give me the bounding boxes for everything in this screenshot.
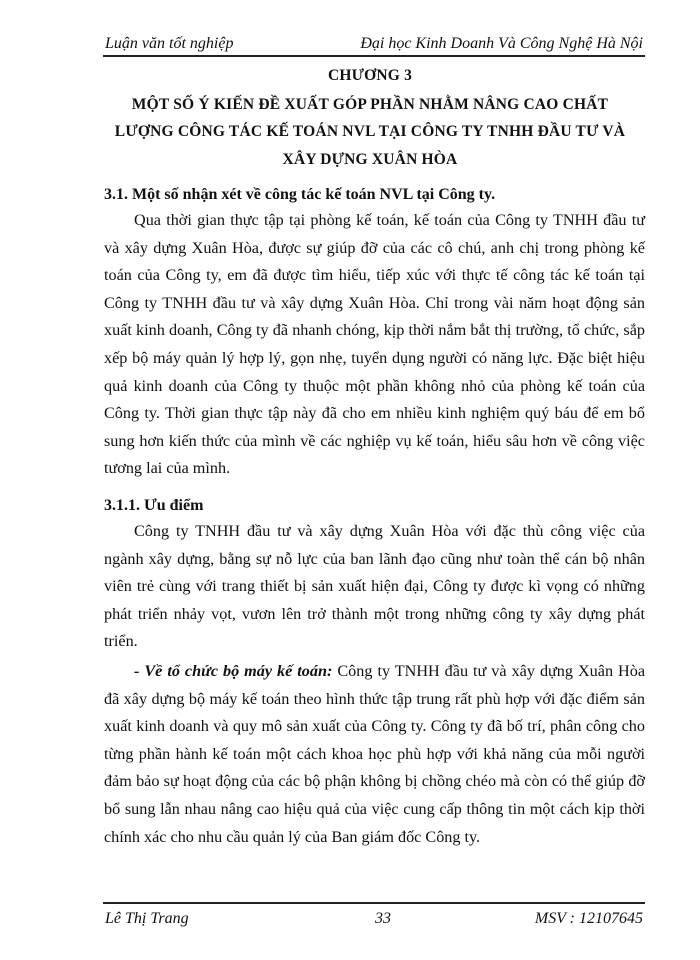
section-3-1-1-heading: 3.1.1. Ưu điểm <box>104 497 204 514</box>
header-left-text: Luận văn tốt nghiệp <box>105 35 234 52</box>
advantages-paragraph: Công ty TNHH đầu tư và xây dựng Xuân Hòa với đặc thù công việc của ngành xây dựng, bằng sự nỗ lực của ban lãnh đạo cũng như toàn thể cán bộ nhân viên trẻ cùng với trang thiết bị sản xuất hiện đại, Công ty được kì vọng có những phát triển nhảy vọt, vươn lên trở thành một trong những công ty xây dựng phát triển. <box>104 522 645 651</box>
accounting-organization-lead: - Về tổ chức bộ máy kế toán: <box>134 662 333 680</box>
page-footer <box>103 902 645 934</box>
footer-student-id: MSV : 12107645 <box>534 910 643 927</box>
chapter-number: CHƯƠNG 3 <box>327 67 413 84</box>
footer-page-number: 33 <box>375 910 391 927</box>
accounting-organization-body: Công ty TNHH đầu tư và xây dựng Xuân Hòa đã xây dựng bộ máy kế toán theo hình thức tập trung rất phù hợp với đặc điểm sản xuất kinh doanh và quy mô sản xuất của Công ty. Công ty đã bố trí, phân công cho từng phần hành kế toán một cách khoa học phù hợp với khả năng của mỗi người đảm bảo sự hoạt động của các bộ phận không bị chồng chéo mà còn có thể giúp đỡ bổ sung lẫn nhau nâng cao hiệu quả của việc cung cấp thông tin một cách kịp thời chính xác cho nhu cầu quản lý của Ban giám đốc Công ty. <box>104 662 646 846</box>
header-right-text: Đại học Kinh Doanh Và Công Nghệ Hà Nội <box>360 35 643 52</box>
accounting-organization-paragraph <box>104 658 645 851</box>
section-3-1-heading: 3.1. Một số nhận xét về công tác kế toán NVL tại Công ty. <box>104 186 496 203</box>
page-header <box>103 27 645 57</box>
chapter-title-line3: XÂY DỰNG XUÂN HÒA <box>282 151 458 168</box>
chapter-title-line2: LƯỢNG CÔNG TÁC KẾ TOÁN NVL TẠI CÔNG TY TNHH ĐẦU TƯ VÀ <box>114 123 626 140</box>
section-3-1-paragraph: Qua thời gian thực tập tại phòng kế toán, kế toán của Công ty TNHH đầu tư và xây dựng Xuân Hòa, được sự giúp đỡ của các cô chú, anh chị trong phòng kế toán của Công ty, em đã được tìm hiểu, tiếp xúc với thực tế công tác kế toán tại Công ty TNHH đầu tư và xây dựng Xuân Hòa. Chỉ trong vài năm hoạt động sản xuất kinh doanh, Công ty đã nhanh chóng, kịp thời nắm bắt thị trường, tổ chức, sắp xếp bộ máy quản lý hợp lý, gọn nhẹ, tuyển dụng người có năng lực. Đặc biệt hiệu quả kinh doanh của Công ty thuộc một phần không nhỏ của phòng kế toán của Công ty. Thời gian thực tập này đã cho em nhiều kinh nghiệm quý báu để em bổ sung hơn kiến thức của mình về các nghiệp vụ kế toán, hiểu sâu hơn về công việc tương lai của mình. <box>104 211 645 478</box>
footer-author: Lê Thị Trang <box>105 910 189 927</box>
chapter-title-line1: MỘT SỐ Ý KIẾN ĐỀ XUẤT GÓP PHẦN NHẰM NÂNG CAO CHẤT <box>131 96 609 113</box>
